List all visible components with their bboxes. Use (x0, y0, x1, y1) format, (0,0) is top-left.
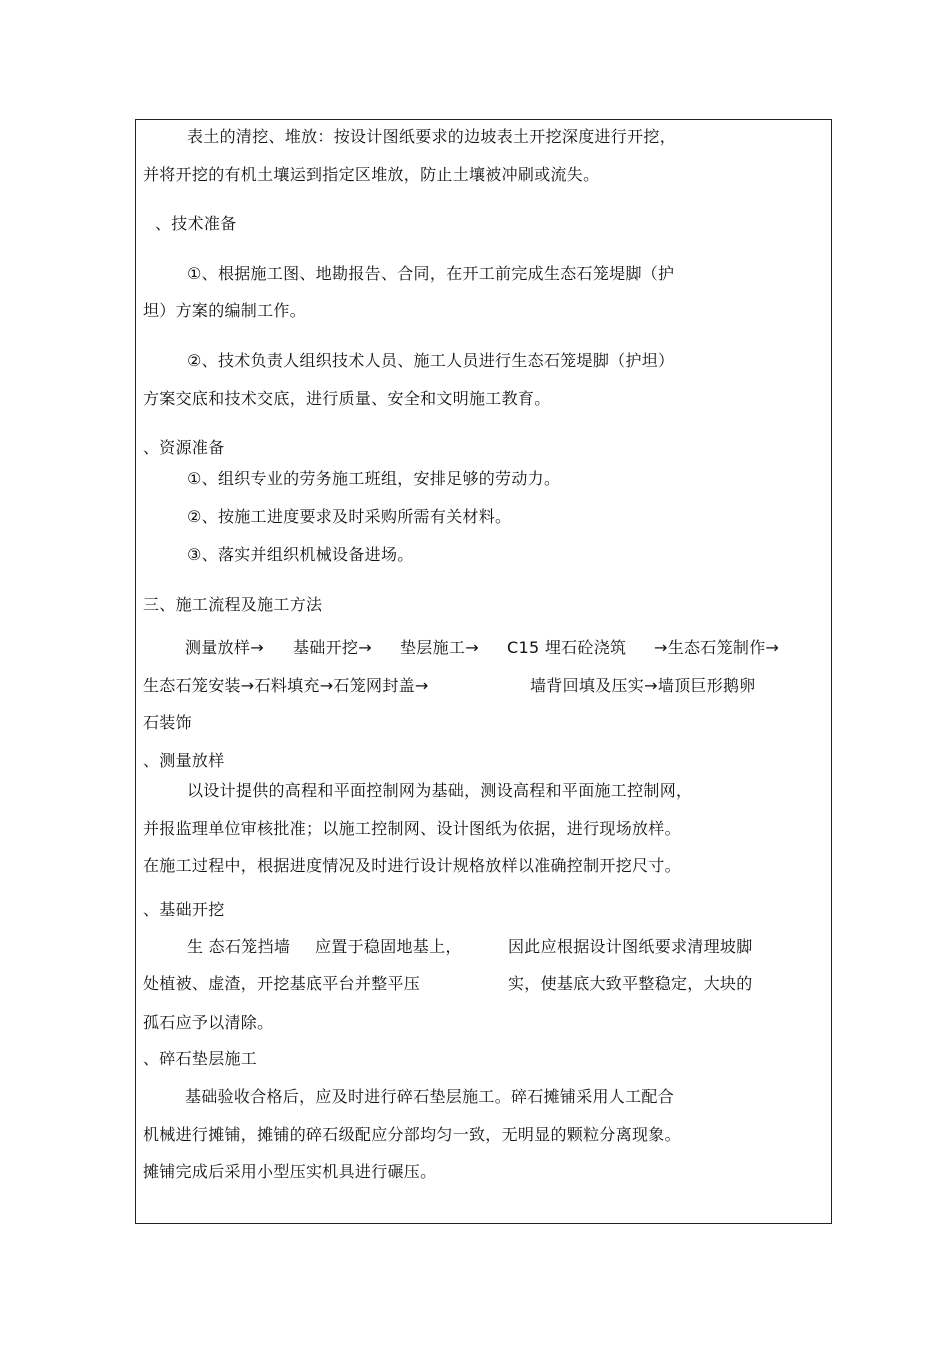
list-item: ②、按施工进度要求及时采购所需有关材料。 (187, 507, 512, 526)
list-item: ③、落实并组织机械设备进场。 (187, 545, 414, 564)
paragraph-line: ①、根据施工图、地勘报告、合同，在开工前完成生态石笼堤脚（护 (187, 264, 675, 283)
paragraph-line: 石装饰 (143, 713, 192, 732)
flow-step: →生态石笼制作→ (654, 638, 780, 657)
flow-step: 墙背回填及压实→墙顶巨形鹅卵 (530, 676, 756, 695)
text-segment: 因此应根据设计图纸要求清理坡脚 (508, 937, 753, 956)
text-segment: 生 态石笼挡墙 (187, 937, 291, 956)
list-item: ①、组织专业的劳务施工班组，安排足够的劳动力。 (187, 469, 561, 488)
paragraph-line: 表土的清挖、堆放：按设计图纸要求的边坡表土开挖深度进行开挖， (187, 127, 677, 146)
paragraph-line: 机械进行摊铺，摊铺的碎石级配应分部均匀一致，无明显的颗粒分离现象。 (143, 1125, 681, 1144)
paragraph-line: ②、技术负责人组织技术人员、施工人员进行生态石笼堤脚（护坦） (187, 351, 675, 370)
paragraph-line: 并报监理单位审核批准；以施工控制网、设计图纸为依据，进行现场放样。 (143, 819, 681, 838)
paragraph-line: 孤石应予以清除。 (143, 1013, 274, 1032)
paragraph-line: 坦）方案的编制工作。 (143, 301, 307, 320)
section-heading: 、测量放样 (143, 751, 225, 770)
flow-step: 测量放样→ (185, 638, 264, 657)
section-heading: 、碎石垫层施工 (143, 1049, 258, 1068)
section-heading: 、技术准备 (155, 214, 237, 233)
chapter-heading: 三、施工流程及施工方法 (143, 595, 323, 614)
paragraph-line: 摊铺完成后采用小型压实机具进行碾压。 (143, 1162, 437, 1181)
text-segment: 处植被、虚渣，开挖基底平台并整平压 (143, 974, 421, 993)
paragraph-line: 方案交底和技术交底，进行质量、安全和文明施工教育。 (143, 389, 551, 408)
flow-step: 垫层施工→ (400, 638, 479, 657)
text-segment: 应置于稳固地基上， (315, 937, 462, 956)
flow-step: 基础开挖→ (293, 638, 372, 657)
paragraph-line: 以设计提供的高程和平面控制网为基础，测设高程和平面施工控制网， (187, 781, 693, 800)
paragraph-line: 在施工过程中，根据进度情况及时进行设计规格放样以准确控制开挖尺寸。 (143, 856, 681, 875)
flow-step: 生态石笼安装→石料填充→石笼网封盖→ (143, 676, 429, 695)
flow-step: C15 埋石砼浇筑 (507, 638, 627, 657)
paragraph-line: 并将开挖的有机土壤运到指定区堆放，防止土壤被冲刷或流失。 (143, 165, 600, 184)
text-segment: 实，使基底大致平整稳定，大块的 (508, 974, 753, 993)
section-heading: 、基础开挖 (143, 900, 225, 919)
section-heading: 、资源准备 (143, 438, 225, 457)
paragraph-line: 基础验收合格后，应及时进行碎石垫层施工。碎石摊铺采用人工配合 (185, 1087, 675, 1106)
